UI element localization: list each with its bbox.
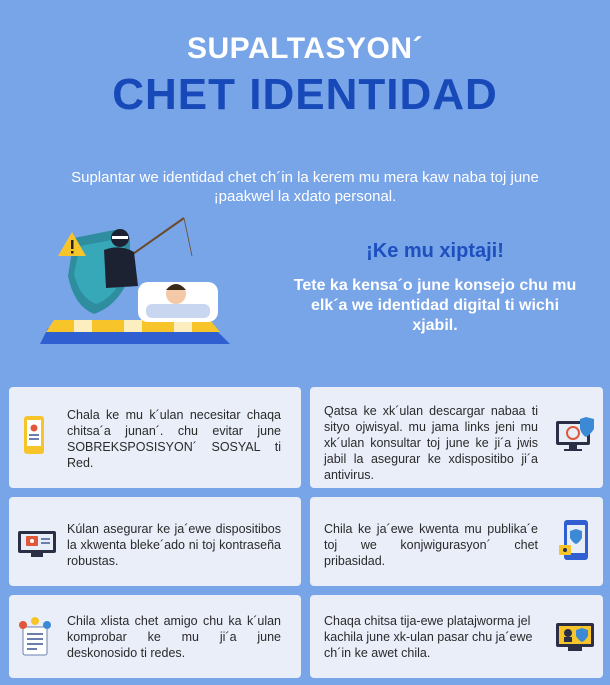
tip-card-2 <box>310 387 603 488</box>
tip-text-2: Qatsa ke xk´ulan descargar nabaa ti sityo ojwisyal. mu jama links jeni mu xk´ulan konsultar toj june ke ji´a jwis jabil la asegurar ke xdispositibo ji´a antivirus. <box>324 404 538 482</box>
intro-text: Suplantar we identidad chet ch´in la kerem mu mera kaw naba toj june ¡paakwel la xdato personal. <box>71 169 539 205</box>
title-line-1: SUPALTASYON´ <box>187 32 423 65</box>
tip-text-1: Chala ke mu k´ulan necesitar chaqa chitsa´a junan´. chu evitar june SOBREKSPOSISYON´ SOSYAL ti Red. <box>67 408 281 470</box>
tip-text-3: Kúlan asegurar ke ja´ewe dispositibos la xkwenta bleke´ado ni toj kontraseña robustas. <box>67 522 281 568</box>
tip-card-5 <box>9 595 301 678</box>
tip-text-5: Chila xlista chet amigo chu ka k´ulan komprobar ke mu ji´a june deskonosido ti redes. <box>67 614 281 660</box>
friends-network-icon <box>17 617 53 657</box>
warning-heading: ¡Ke mu xiptaji! <box>366 240 504 262</box>
tip-text-4: Chila ke ja´ewe kwenta mu publika´e toj we konjwigurasyon´ chet pribasidad. <box>324 522 538 568</box>
warning-text: Tete ka kensa´o june konsejo chu mu elk´a we identidad digital ti wichi xjabil. <box>293 277 577 334</box>
title-line-2: CHET IDENTIDAD <box>112 70 498 119</box>
phone-profile-icon <box>23 415 45 455</box>
tip-card-1 <box>9 387 301 488</box>
tip-card-3 <box>9 497 301 586</box>
tip-card-4 <box>310 497 603 586</box>
antivirus-monitor-icon <box>554 415 598 455</box>
secure-platform-icon <box>554 619 596 655</box>
hacker-illustration <box>34 216 244 356</box>
tip-card-6 <box>310 595 603 678</box>
privacy-settings-icon <box>558 519 592 563</box>
password-lock-icon <box>17 527 57 559</box>
tip-text-6: Chaqa chitsa tija-ewe platajworma jel kachila june xk-ulan pasar chu ja´ewe ch´in ke awet chila. <box>324 614 533 660</box>
